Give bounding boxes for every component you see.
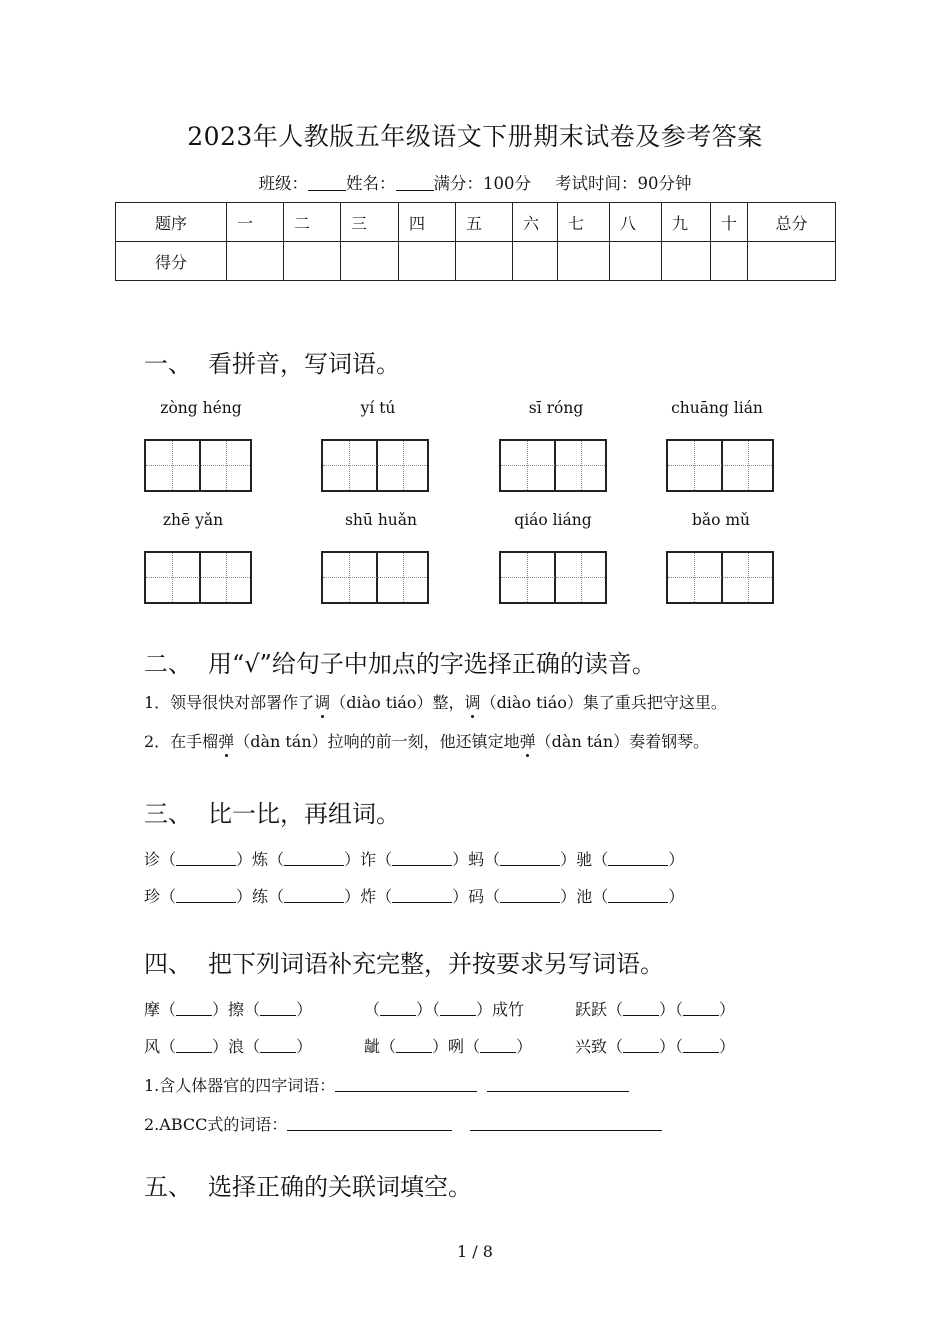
answer-blank[interactable]	[260, 1001, 296, 1016]
section-4-heading: 四、 把下列词语补充完整，并按要求另写词语。	[144, 950, 664, 978]
question-line: 2．在手榴弹（dàn tán）拉响的前一刻，他还镇定地弹（dàn tán）奏着钢琴。	[144, 732, 710, 751]
answer-blank[interactable]	[380, 1001, 416, 1016]
answer-blank[interactable]	[176, 851, 236, 866]
page-number: 1 / 8	[457, 1242, 493, 1261]
table-cell: 七	[558, 203, 610, 242]
page-title: 2023年人教版五年级语文下册期末试卷及参考答案	[187, 122, 763, 151]
answer-blank[interactable]	[396, 1038, 432, 1053]
answer-blank[interactable]	[260, 1038, 296, 1053]
answer-blank[interactable]	[480, 1038, 516, 1053]
answer-blank[interactable]	[683, 1038, 719, 1053]
dotted-char: 调	[464, 693, 481, 712]
section-1-heading: 一、 看拼音，写词语。	[144, 350, 400, 378]
word-group-row: 诊（ ）炼（ ）诈（ ）蚂（ ）驰（ ）	[144, 850, 685, 869]
fill-word-row: 风（ ）浪（ ）	[144, 1037, 313, 1056]
writing-grid[interactable]	[321, 551, 429, 604]
score-cell[interactable]	[513, 242, 558, 281]
dotted-char: 调	[314, 693, 331, 712]
answer-blank[interactable]	[335, 1077, 477, 1092]
table-cell: 三	[341, 203, 399, 242]
writing-grid[interactable]	[666, 439, 774, 492]
answer-blank[interactable]	[623, 1001, 659, 1016]
question-line: 2.ABCC式的词语：	[144, 1112, 662, 1135]
score-cell[interactable]	[610, 242, 662, 281]
class-blank	[308, 174, 346, 191]
score-table-header-row	[116, 203, 836, 242]
table-cell: 题序	[116, 203, 227, 242]
pinyin-label: shū huǎn	[344, 511, 418, 529]
answer-blank[interactable]	[287, 1116, 452, 1131]
writing-grid[interactable]	[666, 551, 774, 604]
pinyin-label: yí tú	[360, 399, 396, 417]
table-cell: 十	[711, 203, 748, 242]
writing-grid[interactable]	[499, 551, 607, 604]
writing-grid[interactable]	[499, 439, 607, 492]
answer-blank[interactable]	[683, 1001, 719, 1016]
section-3-heading: 三、 比一比，再组词。	[144, 800, 400, 828]
table-cell: 总分	[748, 203, 836, 242]
answer-blank[interactable]	[176, 888, 236, 903]
section-5-heading: 五、 选择正确的关联词填空。	[144, 1173, 472, 1201]
score-cell[interactable]	[399, 242, 456, 281]
fill-word-row: 龇（ ）咧（ ）	[364, 1037, 533, 1056]
score-cell[interactable]	[456, 242, 513, 281]
writing-grid[interactable]	[321, 439, 429, 492]
table-cell: 六	[513, 203, 558, 242]
fill-word-row: （ ）（ ）成竹	[364, 1000, 525, 1019]
writing-grid[interactable]	[144, 551, 252, 604]
exam-time: 考试时间：90分钟	[555, 174, 692, 193]
fill-word-row: 跃跃（ ）（ ）	[575, 1000, 736, 1019]
answer-blank[interactable]	[392, 851, 452, 866]
class-label: 班级：	[258, 174, 308, 193]
pinyin-label: sī róng	[528, 399, 584, 417]
answer-blank[interactable]	[176, 1001, 212, 1016]
score-cell[interactable]	[748, 242, 836, 281]
table-cell: 二	[284, 203, 341, 242]
dotted-char: 弹	[519, 732, 536, 751]
full-score: 满分：100分	[433, 174, 531, 193]
section-2-heading: 二、 用“√”给句子中加点的字选择正确的读音。	[144, 650, 656, 678]
answer-blank[interactable]	[487, 1077, 629, 1092]
fill-word-row: 摩（ ）擦（ ）	[144, 1000, 313, 1019]
answer-blank[interactable]	[500, 851, 560, 866]
score-cell[interactable]	[341, 242, 399, 281]
table-cell: 九	[662, 203, 711, 242]
word-group-row: 珍（ ）练（ ）炸（ ）码（ ）池（ ）	[144, 887, 685, 906]
pinyin-label: chuāng lián	[671, 399, 763, 417]
writing-grid[interactable]	[144, 439, 252, 492]
question-line: 1.含人体器官的四字词语：	[144, 1073, 629, 1096]
score-cell[interactable]	[662, 242, 711, 281]
table-cell: 一	[227, 203, 284, 242]
answer-blank[interactable]	[440, 1001, 476, 1016]
fill-word-row: 兴致（ ）（ ）	[575, 1037, 736, 1056]
pinyin-label: qiáo liáng	[514, 511, 592, 529]
pinyin-label: bǎo mǔ	[691, 511, 751, 529]
answer-blank[interactable]	[608, 851, 668, 866]
table-cell: 五	[456, 203, 513, 242]
table-cell: 得分	[116, 242, 227, 281]
answer-blank[interactable]	[284, 851, 344, 866]
score-cell[interactable]	[227, 242, 284, 281]
answer-blank[interactable]	[608, 888, 668, 903]
score-cell[interactable]	[558, 242, 610, 281]
answer-blank[interactable]	[500, 888, 560, 903]
name-blank	[396, 174, 434, 191]
pinyin-label: zhē yǎn	[162, 511, 224, 529]
answer-blank[interactable]	[470, 1116, 662, 1131]
score-table-score-row	[116, 242, 836, 281]
table-cell: 四	[399, 203, 456, 242]
score-cell[interactable]	[711, 242, 748, 281]
question-line: 1．领导很快对部署作了调（diào tiáo）整，调（diào tiáo）集了重兵把守这里。	[144, 693, 727, 712]
exam-info	[0, 170, 950, 194]
answer-blank[interactable]	[623, 1038, 659, 1053]
name-label: 姓名：	[346, 174, 396, 193]
pinyin-label: zòng héng	[160, 399, 242, 417]
answer-blank[interactable]	[392, 888, 452, 903]
answer-blank[interactable]	[284, 888, 344, 903]
table-cell: 八	[610, 203, 662, 242]
score-cell[interactable]	[284, 242, 341, 281]
answer-blank[interactable]	[176, 1038, 212, 1053]
score-table	[115, 202, 836, 281]
dotted-char: 弹	[218, 732, 235, 751]
